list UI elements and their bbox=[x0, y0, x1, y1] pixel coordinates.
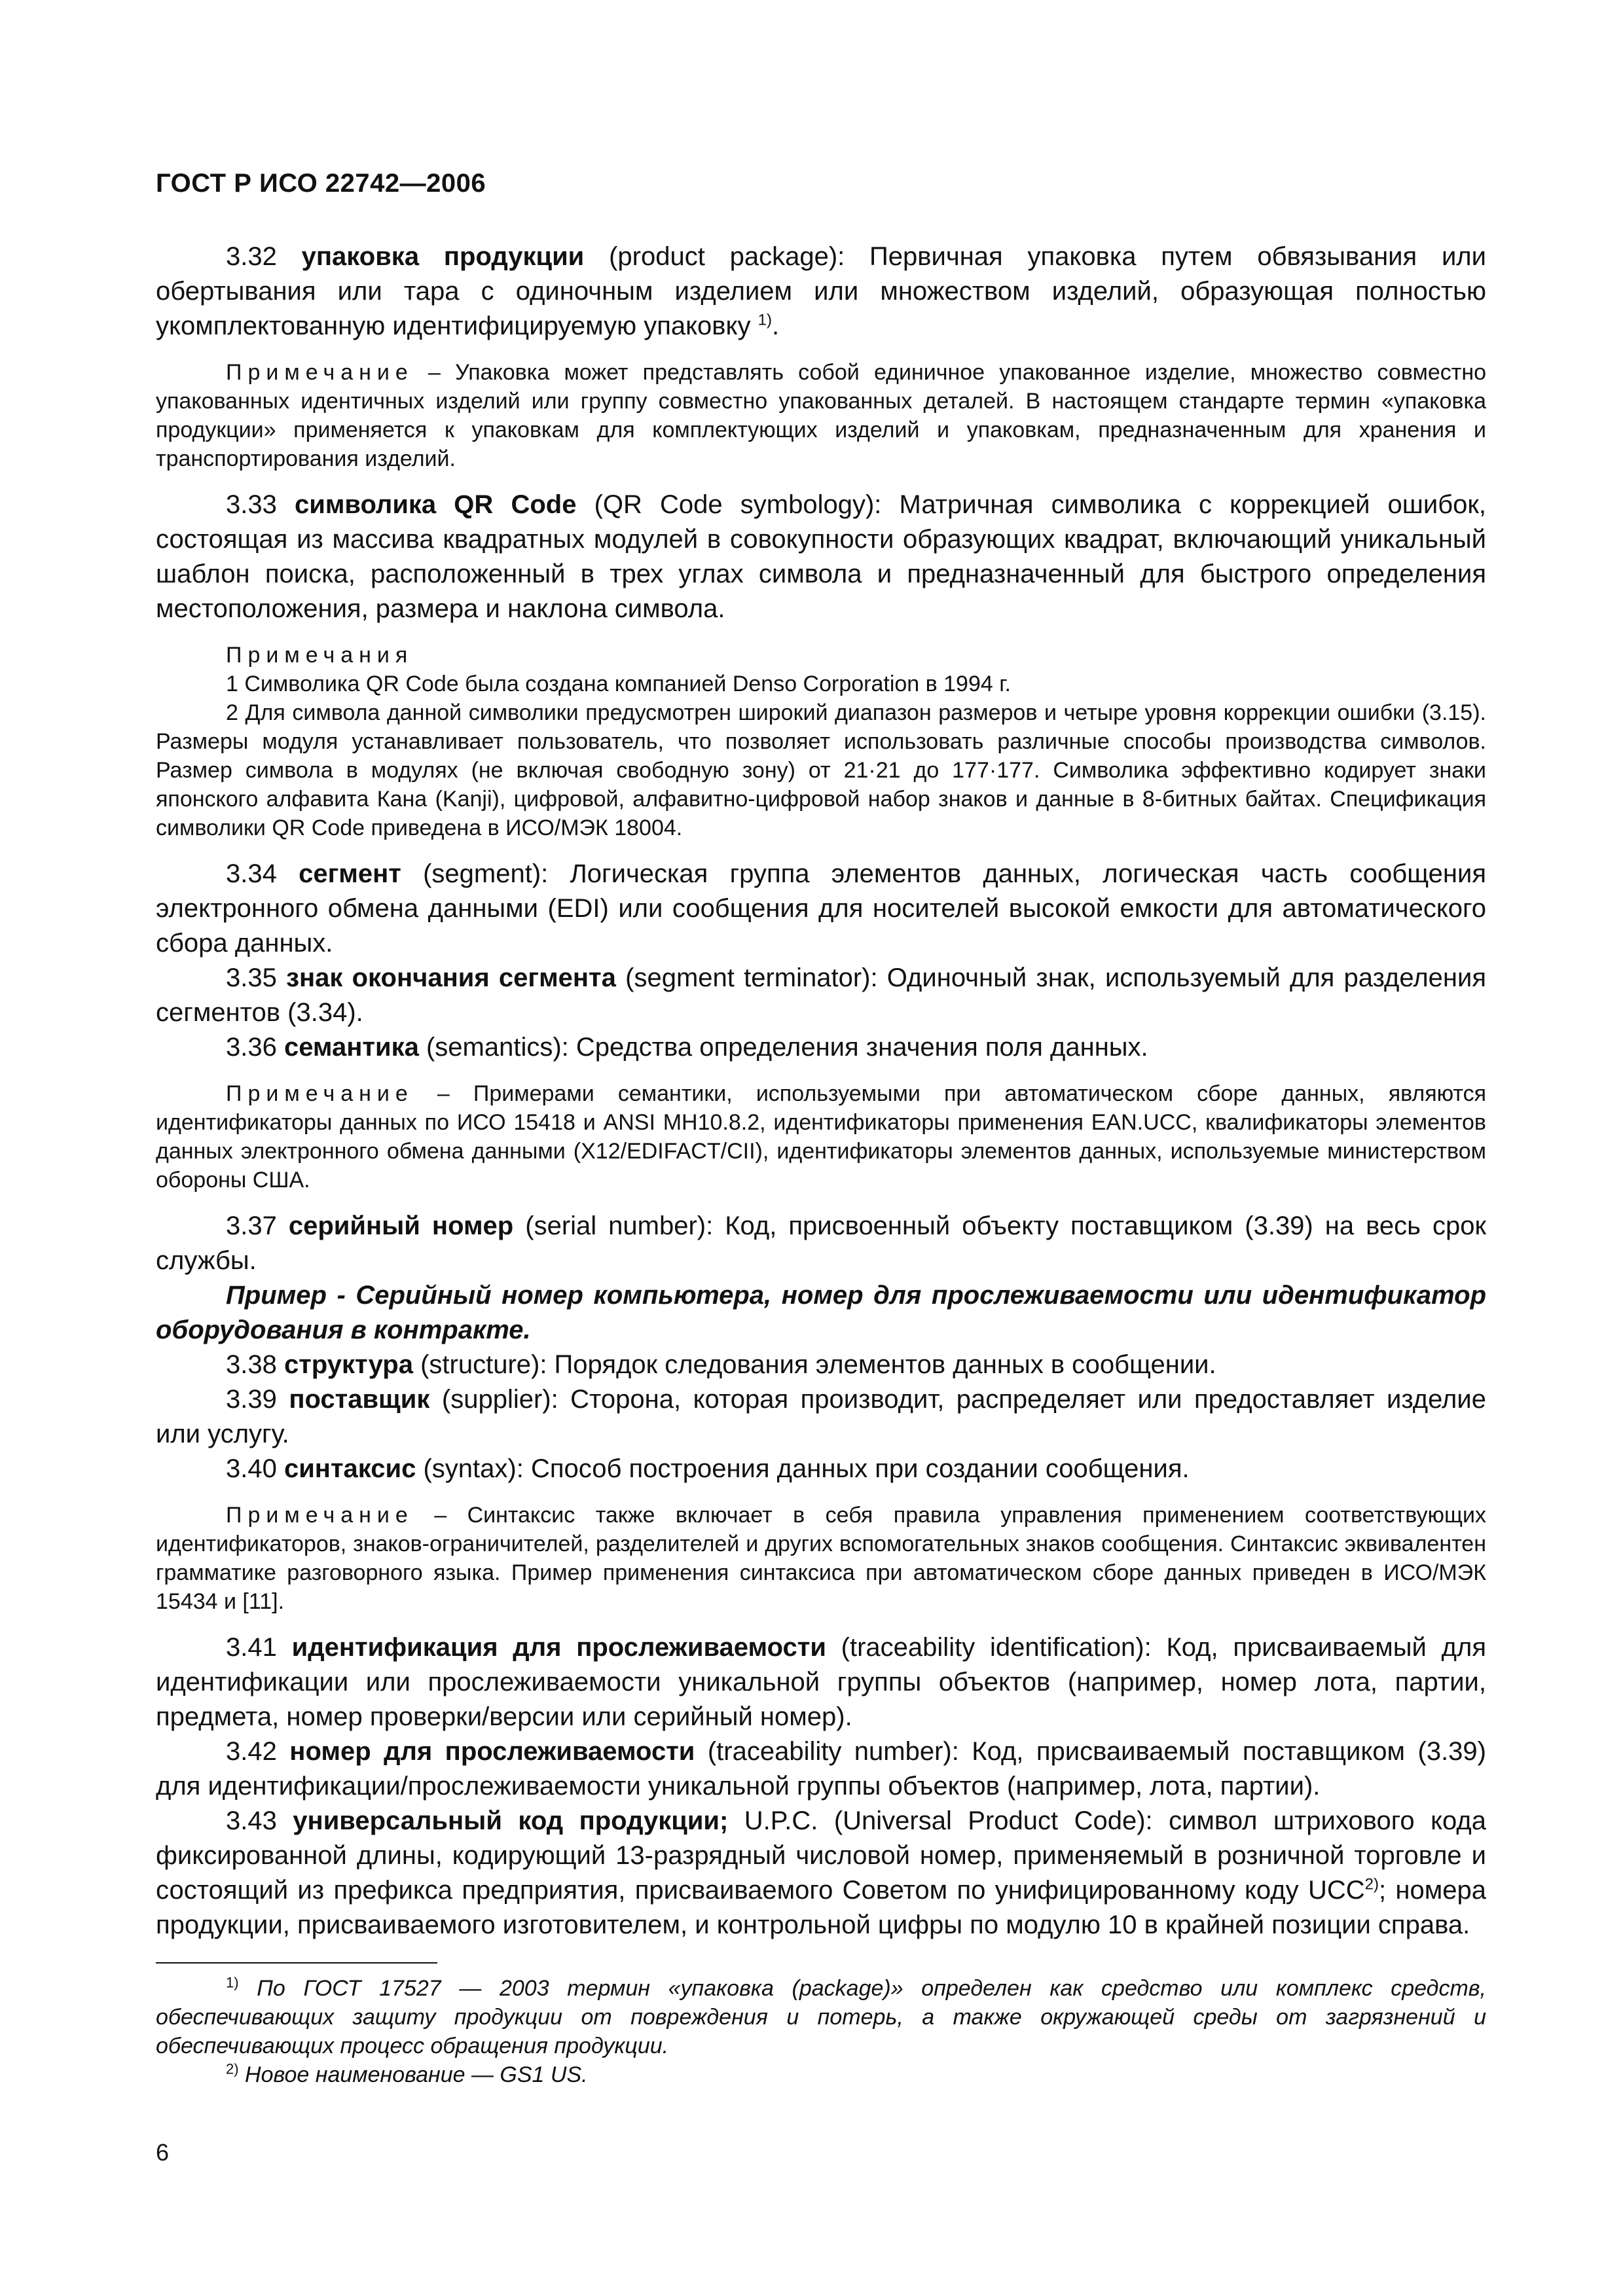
definition-3-40: 3.40 синтаксис (syntax): Способ построения данных при создании сообщения. bbox=[226, 1454, 1190, 1483]
note-label: Примечание bbox=[226, 1081, 414, 1106]
term: поставщик bbox=[289, 1385, 430, 1414]
term: символика QR Code bbox=[294, 490, 577, 519]
definition-3-35: 3.35 знак окончания сегмента (segment terminator): Одиночный знак, используемый для разделения сегментов (3.34). bbox=[156, 963, 1486, 1027]
term: идентификация для прослеживаемости bbox=[291, 1633, 826, 1662]
term: синтаксис bbox=[283, 1454, 416, 1483]
note-item: 1 Символика QR Code была создана компанией Denso Corporation в 1994 г. bbox=[226, 672, 1011, 696]
term: серийный номер bbox=[288, 1211, 514, 1240]
footnote-1: $^{1)}$ По ГОСТ 17527 — 2003 термин «упаковка (package)» определен как средство или комплекс средств, обеспечивающих защиту продукции от повреждения и потерь, а также окружающей среды от загрязнений и обеспечивающих процесс обращения продукции. bbox=[156, 1974, 1486, 2058]
term: семантика bbox=[283, 1033, 419, 1062]
definition-3-41: 3.41 идентификация для прослеживаемости (traceability identification): Код, присваиваемый для идентификации или прослеживаемости уникальной группы объектов (например, номер лота, партии, предмета, номер проверки/версии или серийный номер). bbox=[156, 1633, 1486, 1731]
notes-label: Примечания bbox=[226, 643, 414, 668]
term: структура bbox=[283, 1350, 413, 1379]
footnote-ref: 2) bbox=[1364, 1875, 1379, 1893]
definition-3-37: 3.37 серийный номер (serial number): Код, присвоенный объекту поставщиком (3.39) на весь срок службы. bbox=[156, 1211, 1487, 1275]
example-3-37: Пример - Серийный номер компьютера, номер для прослеживаемости или идентификатор оборудования в контракте. bbox=[156, 1281, 1486, 1344]
note-item: 2 Для символа данной символики предусмотрен широкий диапазон размеров и четыре уровня коррекции ошибки (3.15). Размеры модуля устанавливает пользователь, что позволяет использовать различные способы производства символов. Размер символа в модулях (не включая свободную зону) от 21·21 до 177·177. Символика эффективно кодирует знаки японского алфавита Кана (Kanji), цифровой, алфавитно-цифровой набор знаков и данные в 8-битных байтах. Спецификация символики QR Code приведена в ИСО/МЭК 18004. bbox=[156, 700, 1486, 840]
definition-3-43: 3.43 универсальный код продукции; U.P.C. (Universal Product Code): символ штрихового кода фиксированной длины, кодирующий 13-разрядный числовой номер, применяемый в розничной торговле и состоящий из префикса предприятия, присваиваемого Советом по унифицированному коду UCC$^{2)}$; номера продукции, присваиваемого изготовителем, и контрольной цифры по модулю 10 в крайней позиции справа. bbox=[156, 1806, 1487, 1939]
definition-3-36: 3.36 семантика (semantics): Средства определения значения поля данных. bbox=[226, 1033, 1148, 1062]
footnote-mark: 1) bbox=[226, 1974, 239, 1991]
footnote-2: $^{2)}$ Новое наименование — GS1 US. bbox=[226, 2060, 588, 2087]
definition-3-38: 3.38 структура (structure): Порядок следования элементов данных в сообщении. bbox=[226, 1350, 1216, 1379]
footnote-ref: 1) bbox=[757, 311, 772, 329]
document-body bbox=[156, 240, 1486, 1943]
definition-3-33: 3.33 символика QR Code (QR Code symbology): Матричная символика с коррекцией ошибок, состоящая из массива квадратных модулей в совокупности образующих квадрат, включающий уникальный шаблон поиска, расположенный в трех углах символа и предназначенный для быстрого определения местоположения, размера и наклона символа. bbox=[156, 490, 1487, 623]
page-number: 6 bbox=[156, 2139, 170, 2166]
term: упаковка продукции bbox=[301, 242, 585, 271]
term: знак окончания сегмента bbox=[286, 963, 616, 992]
footnotes bbox=[156, 1974, 1486, 2089]
term: номер для прослеживаемости bbox=[289, 1737, 695, 1766]
note-3-40: Примечание – Синтаксис также включает в себя правила управления применением соответствующих идентификаторов, знаков-ограничителей, разделителей и других вспомогательных знаков сообщения. Синтаксис эквивалентен грамматике разговорного языка. Пример применения синтаксиса при автоматическом сборе данных приведен в ИСО/МЭК 15434 и [11]. bbox=[156, 1503, 1486, 1614]
definition-3-39: 3.39 поставщик (supplier): Сторона, которая производит, распределяет или предоставляет изделие или услугу. bbox=[156, 1385, 1486, 1448]
document-header: ГОСТ Р ИСО 22742—2006 bbox=[156, 169, 486, 198]
definition-3-32: 3.32 упаковка продукции (product package): Первичная упаковка путем обвязывания или обертывания или тара с одиночным изделием или множеством изделий, образующая полностью укомплектованную идентифицируемую упаковку $^{1)}$. bbox=[156, 242, 1486, 340]
term: сегмент bbox=[299, 859, 401, 888]
definition-3-42: 3.42 номер для прослеживаемости (traceability number): Код, присваиваемый поставщиком (3.39) для идентификации/прослеживаемости уникальной группы объектов (например, лота, партии). bbox=[156, 1737, 1486, 1801]
definition-3-34: 3.34 сегмент (segment): Логическая группа элементов данных, логическая часть сообщения электронного обмена данными (EDI) или сообщения для носителей высокой емкости для автоматического сбора данных. bbox=[156, 859, 1486, 958]
note-label: Примечание bbox=[226, 360, 414, 385]
note-label: Примечание bbox=[226, 1503, 414, 1528]
footnote-separator bbox=[156, 1962, 437, 1964]
note-3-32: Примечание – Упаковка может представлять собой единичное упакованное изделие, множество совместно упакованных идентичных изделий или группу совместно упакованных деталей. В настоящем стандарте термин «упаковка продукции» применяется к упаковкам для комплектующих изделий и упаковкам, предназначенным для хранения и транспортирования изделий. bbox=[156, 360, 1486, 471]
notes-3-33 bbox=[156, 641, 1486, 842]
note-3-36: Примечание – Примерами семантики, используемыми при автоматическом сборе данных, являются идентификаторы данных по ИСО 15418 и ANSI MH10.8.2, идентификаторы применения EAN.UCC, квалификаторы элементов данных электронного обмена данными (X12/EDIFACT/CII), идентификаторы элементов данных, используемые министерством обороны США. bbox=[156, 1081, 1486, 1193]
footnote-mark: 2) bbox=[226, 2060, 239, 2077]
term: универсальный код продукции; bbox=[293, 1806, 729, 1835]
